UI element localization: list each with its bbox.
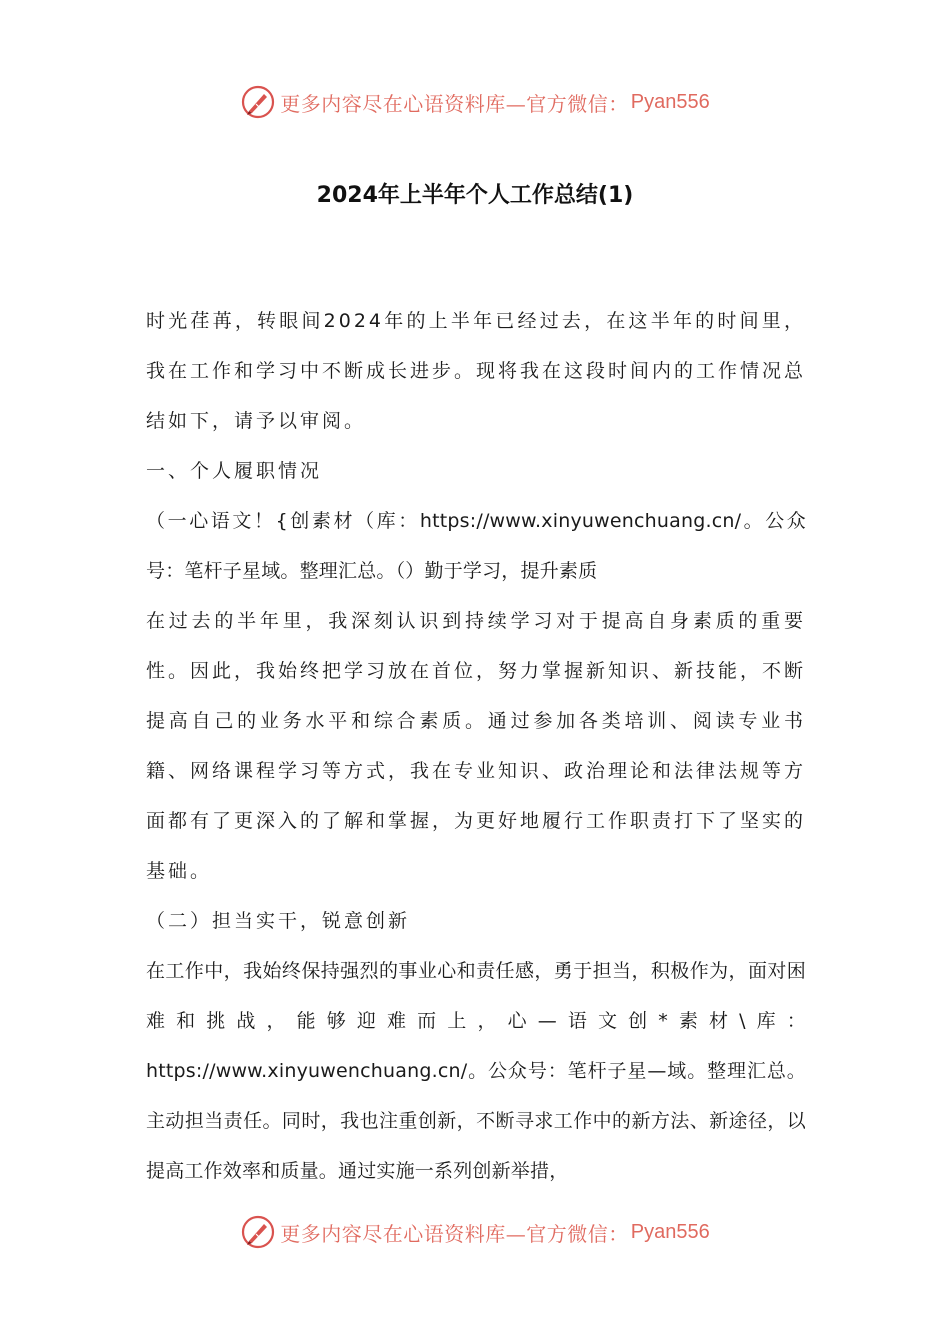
subsection-heading-1: （一心语文！{创素材（库：https://www.xinyuwenchuang.cn/。公众号：笔杆子星域。整理汇总。（）勤于学习，提升素质 [146,510,806,582]
section-heading-1: 一、个人履职情况 [146,460,323,482]
paragraph-intro: 时光荏苒，转眼间2024年的上半年已经过去，在这半年的时间里，我在工作和学习中不断成长进步。现将我在这段时间内的工作情况总结如下，请予以审阅。 [146,310,807,432]
header-banner [0,82,950,122]
pen-nib-logo-icon [240,84,276,120]
footer-banner [0,1212,950,1252]
pen-nib-logo-icon [240,1214,276,1250]
paragraph-innovation: 在工作中，我始终保持强烈的事业心和责任感，勇于担当，积极作为，面对困难和挑战，能够迎难而上，心—语文创*素材\库：https://www.xinyuwenchuang.cn/。公众号：笔杆子星—域。整理汇总。主动担当责任。同时，我也注重创新，不断寻求工作中的新方法、新途径，以提高工作效率和质量。通过实施一系列创新举措， [146,960,806,1182]
document-title: 2024年上半年个人工作总结(1) [316,183,634,208]
banner-text: 更多内容尽在心语资料库—官方微信： [280,1221,629,1246]
document-body [146,296,806,1196]
banner-wechat-id: Pyan556 [630,90,710,113]
banner-wechat-id: Pyan556 [630,1220,710,1243]
subsection-heading-2: （二）担当实干，锐意创新 [146,910,411,932]
banner-text: 更多内容尽在心语资料库—官方微信： [280,91,629,116]
paragraph-study: 在过去的半年里，我深刻认识到持续学习对于提高自身素质的重要性。因此，我始终把学习放在首位，努力掌握新知识、新技能，不断提高自己的业务水平和综合素质。通过参加各类培训、阅读专业书籍、网络课程学习等方式，我在专业知识、政治理论和法律法规等方面都有了更深入的了解和掌握，为更好地履行工作职责打下了坚实的基础。 [146,610,807,882]
